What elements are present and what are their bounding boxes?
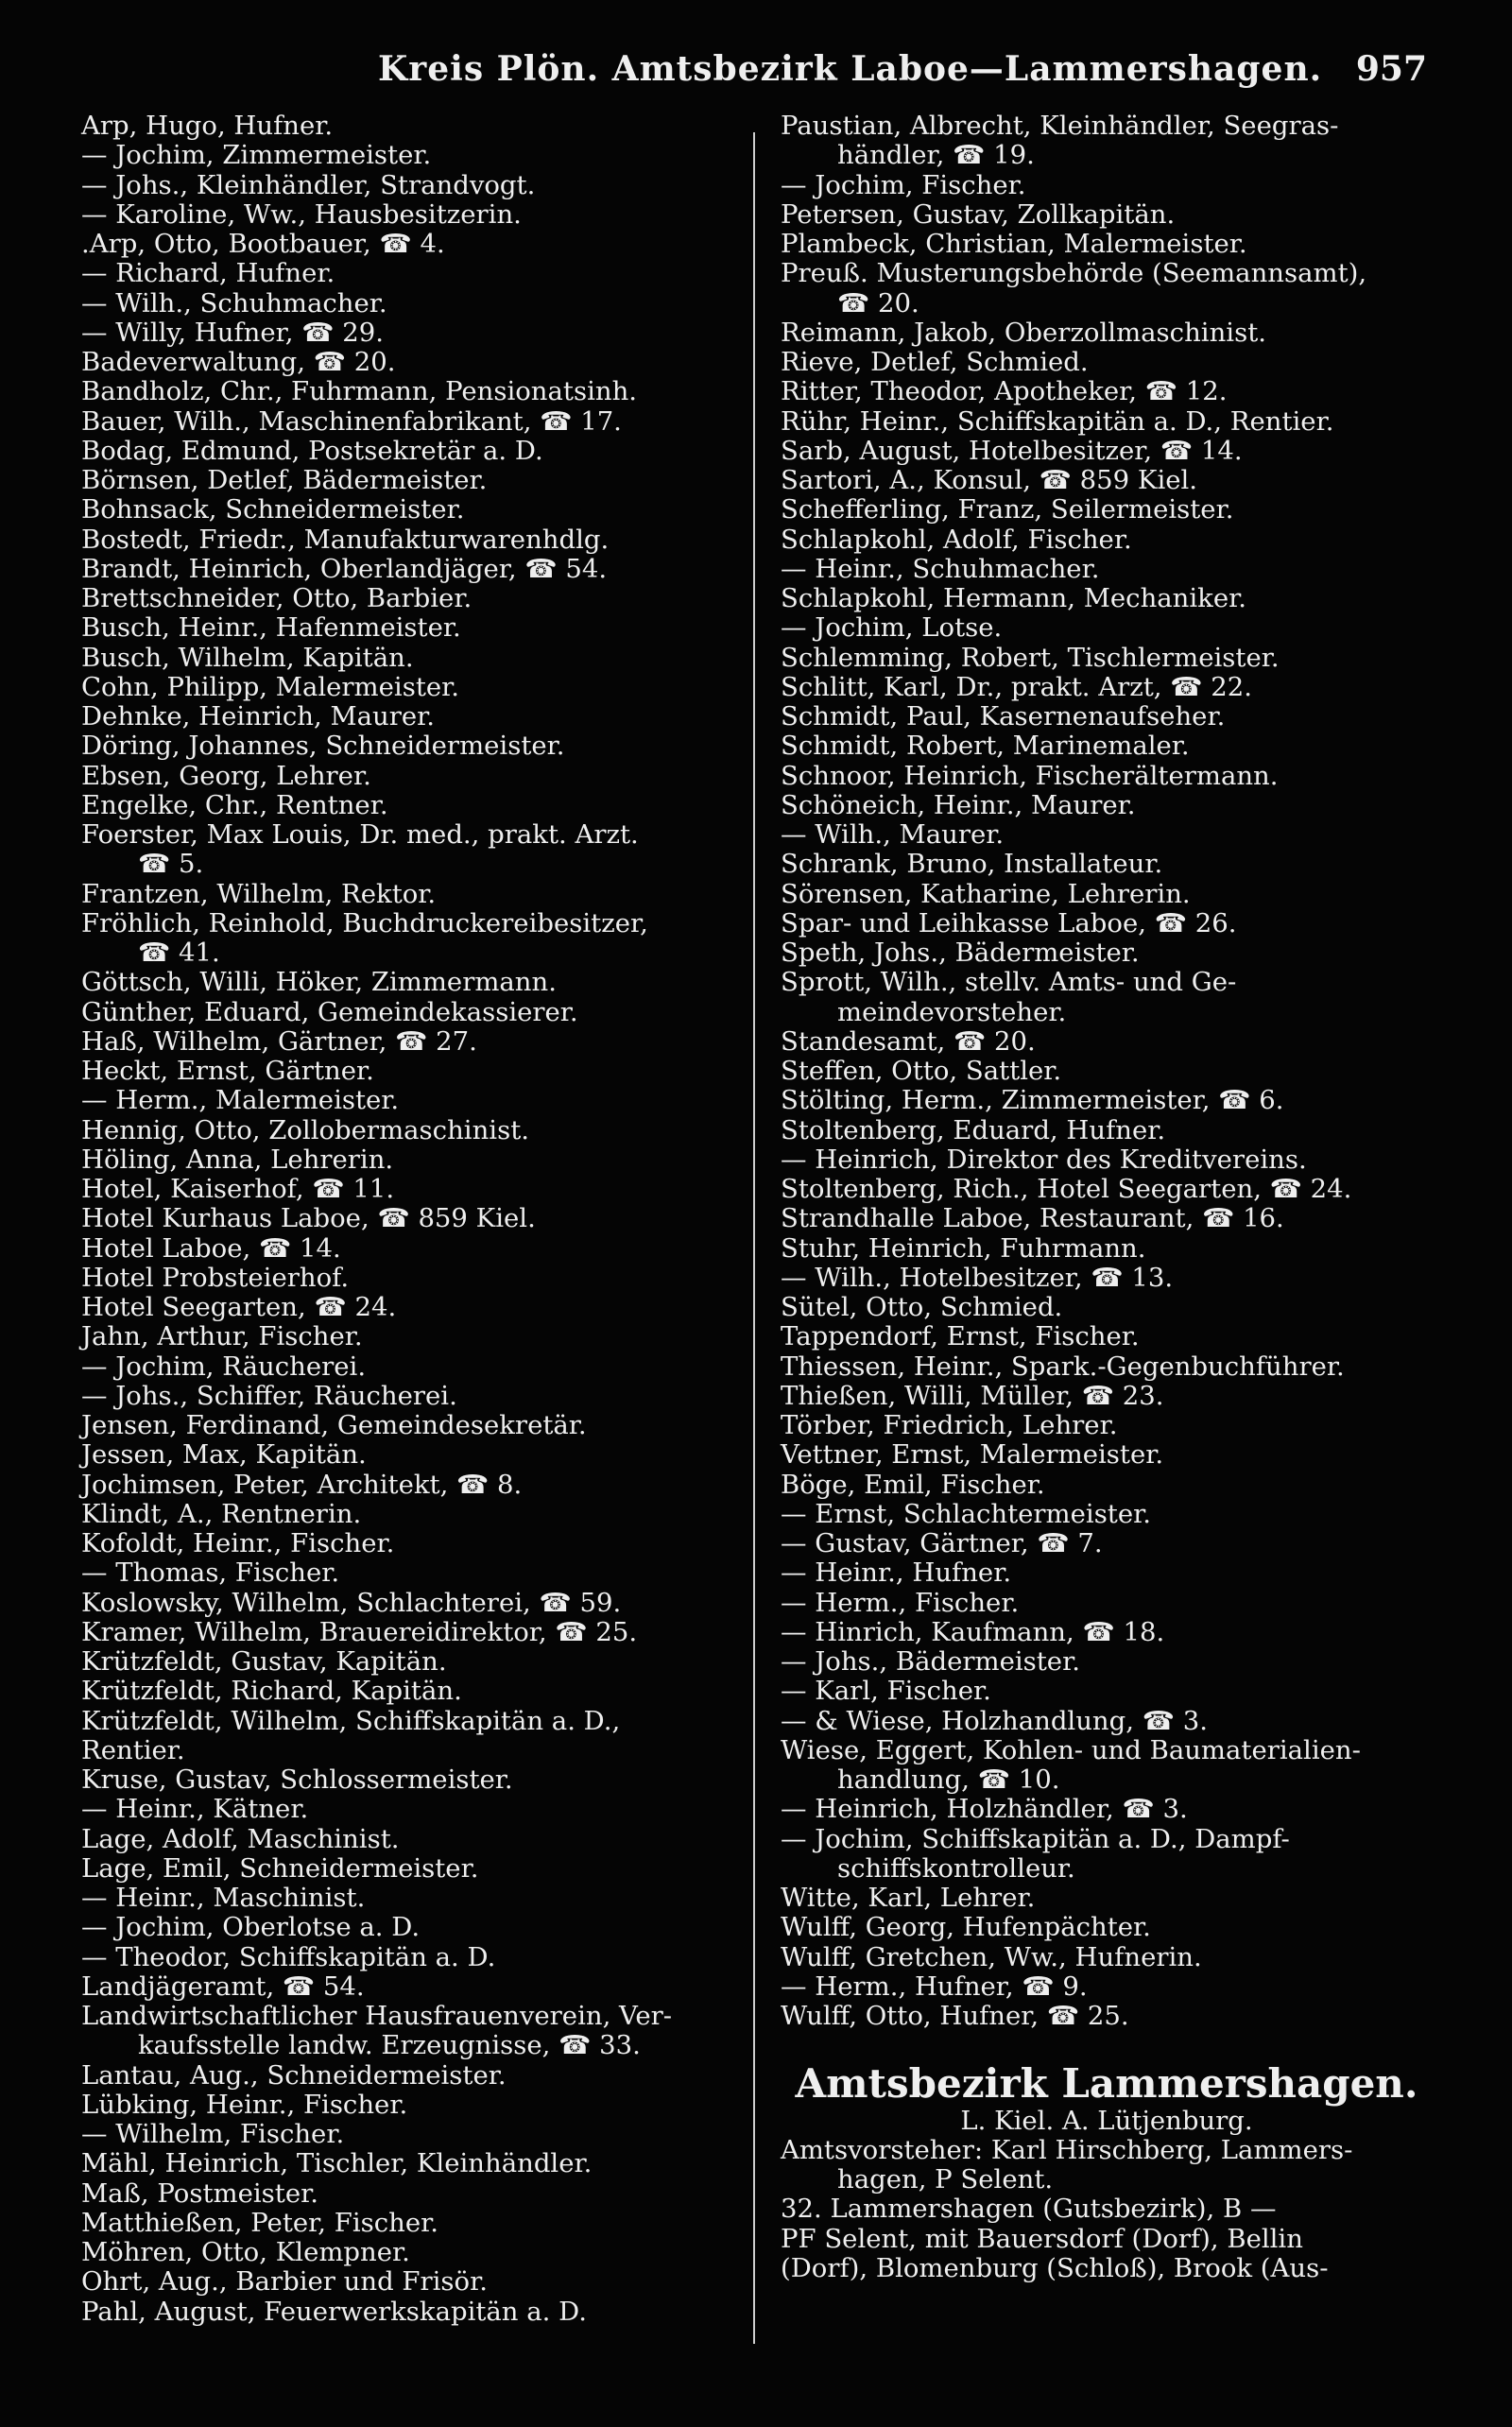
directory-entry: Plambeck, Christian, Malermeister. <box>781 229 1247 259</box>
directory-entry: — Herm., Malermeister. <box>81 1085 400 1116</box>
directory-entry: .Arp, Otto, Bootbauer, ☎ 4. <box>81 229 445 259</box>
directory-entry: Schlemming, Robert, Tischlermeister. <box>781 642 1280 673</box>
directory-entry: Jochimsen, Peter, Architekt, ☎ 8. <box>81 1469 523 1500</box>
directory-entry: Kruse, Gustav, Schlossermeister. <box>81 1764 513 1795</box>
directory-entry: Klindt, A., Rentnerin. <box>81 1498 362 1529</box>
directory-entry: Hotel Probsteierhof. <box>81 1262 350 1293</box>
directory-entry: Böge, Emil, Fischer. <box>781 1469 1045 1500</box>
directory-entry: — Theodor, Schiffskapitän a. D. <box>81 1941 496 1972</box>
directory-entry: — Gustav, Gärtner, ☎ 7. <box>781 1528 1103 1558</box>
right-column <box>781 112 1433 2283</box>
directory-entry: (Dorf), Blomenburg (Schloß), Brook (Aus- <box>781 2252 1329 2283</box>
directory-entry: Speth, Johs., Bädermeister. <box>781 938 1140 968</box>
directory-entry: — Johs., Bädermeister. <box>781 1646 1080 1677</box>
directory-entry: Steffen, Otto, Sattler. <box>781 1056 1062 1086</box>
directory-entry: Landjägeramt, ☎ 54. <box>81 1971 365 2002</box>
directory-entry: Schöneich, Heinr., Maurer. <box>781 789 1136 820</box>
directory-entry: Kofoldt, Heinr., Fischer. <box>81 1528 395 1558</box>
directory-entry: Rentier. <box>81 1734 185 1765</box>
directory-entry: Arp, Hugo, Hufner. <box>81 111 334 141</box>
directory-entry: Lantau, Aug., Schneidermeister. <box>81 2059 507 2091</box>
directory-entry: Jessen, Max, Kapitän. <box>81 1439 367 1471</box>
directory-entry: Schlapkohl, Adolf, Fischer. <box>781 524 1132 555</box>
directory-entry: Thiessen, Heinr., Spark.-Gegenbuchführer. <box>781 1351 1345 1382</box>
directory-entry: Schnoor, Heinrich, Fischerältermann. <box>781 760 1279 791</box>
directory-entry: — Herm., Hufner, ☎ 9. <box>781 1971 1088 2002</box>
directory-entry: Stoltenberg, Rich., Hotel Seegarten, ☎ 24. <box>781 1174 1352 1204</box>
directory-entry: — Karoline, Ww., Hausbesitzerin. <box>81 198 522 230</box>
directory-entry: Sütel, Otto, Schmied. <box>781 1292 1063 1322</box>
directory-entry: Börnsen, Detlef, Bädermeister. <box>81 465 488 495</box>
directory-entry: — Heinr., Maschinist. <box>81 1883 366 1913</box>
directory-entry: Cohn, Philipp, Malermeister. <box>81 671 460 702</box>
directory-entry: Schmidt, Robert, Marinemaler. <box>781 731 1190 762</box>
directory-entry: Wiese, Eggert, Kohlen- und Baumaterialien- <box>781 1734 1361 1765</box>
directory-entry: — Johs., Kleinhändler, Strandvogt. <box>81 169 536 200</box>
directory-entry: Brandt, Heinrich, Oberlandjäger, ☎ 54. <box>81 553 608 584</box>
directory-entry: Sartori, A., Konsul, ☎ 859 Kiel. <box>781 465 1198 495</box>
directory-entry: Ritter, Theodor, Apotheker, ☎ 12. <box>781 376 1228 407</box>
directory-entry: — Wilh., Maurer. <box>781 819 1005 850</box>
directory-entry: Fröhlich, Reinhold, Buchdruckereibesitzer, <box>81 907 648 938</box>
directory-entry: Bohnsack, Schneidermeister. <box>81 494 465 525</box>
directory-entry: — Johs., Schiffer, Räucherei. <box>81 1380 457 1411</box>
directory-entry: Busch, Heinr., Hafenmeister. <box>81 612 461 644</box>
page-header <box>76 49 1427 108</box>
directory-entry: Schefferling, Franz, Seilermeister. <box>781 494 1234 525</box>
directory-entry: Sörensen, Katharine, Lehrerin. <box>781 878 1191 909</box>
directory-entry: — Wilhelm, Fischer. <box>81 2119 345 2149</box>
directory-entry: Heckt, Ernst, Gärtner. <box>81 1056 374 1086</box>
directory-entry: Schlitt, Karl, Dr., prakt. Arzt, ☎ 22. <box>781 671 1252 702</box>
directory-entry: kaufsstelle landw. Erzeugnisse, ☎ 33. <box>138 2030 641 2061</box>
directory-entry: Hotel Laboe, ☎ 14. <box>81 1232 341 1264</box>
directory-entry: Bodag, Edmund, Postsekretär a. D. <box>81 435 543 466</box>
directory-entry: Koslowsky, Wilhelm, Schlachterei, ☎ 59. <box>81 1587 622 1618</box>
section-title: Amtsbezirk Lammershagen. <box>795 2060 1418 2108</box>
directory-entry: hagen, P Selent. <box>837 2164 1054 2195</box>
directory-entry: — Willy, Hufner, ☎ 29. <box>81 317 384 348</box>
directory-entry: Törber, Friedrich, Lehrer. <box>781 1410 1118 1440</box>
column-rule <box>753 132 755 2344</box>
directory-entry: Stuhr, Heinrich, Fuhrmann. <box>781 1232 1146 1264</box>
directory-entry: — & Wiese, Holzhandlung, ☎ 3. <box>781 1705 1208 1736</box>
directory-entry: handlung, ☎ 10. <box>837 1764 1060 1795</box>
directory-entry: — Herm., Fischer. <box>781 1587 1020 1618</box>
directory-entry: Rühr, Heinr., Schiffskapitän a. D., Rentier. <box>781 405 1334 437</box>
directory-entry: — Ernst, Schlachtermeister. <box>781 1498 1151 1529</box>
directory-entry: — Heinrich, Direktor des Kreditvereins. <box>781 1144 1307 1175</box>
directory-entry: Frantzen, Wilhelm, Rektor. <box>81 878 437 909</box>
directory-entry: — Heinr., Hufner. <box>781 1558 1012 1589</box>
left-column <box>81 112 733 2327</box>
directory-entry: Döring, Johannes, Schneidermeister. <box>81 731 565 762</box>
page-number: 957 <box>1355 49 1427 89</box>
directory-entry: ☎ 20. <box>837 287 919 318</box>
directory-entry: Krützfeldt, Gustav, Kapitän. <box>81 1646 447 1677</box>
directory-entry: Ebsen, Georg, Lehrer. <box>81 760 371 791</box>
directory-entry: Lage, Adolf, Maschinist. <box>81 1823 400 1854</box>
directory-entry: — Thomas, Fischer. <box>81 1558 340 1589</box>
directory-entry: — Jochim, Räucherei. <box>81 1351 367 1382</box>
directory-entry: Wulff, Otto, Hufner, ☎ 25. <box>781 2001 1129 2031</box>
directory-entry: — Heinr., Kätner. <box>81 1794 309 1825</box>
directory-entry: Bostedt, Friedr., Manufakturwarenhdlg. <box>81 524 610 555</box>
directory-entry: Schmidt, Paul, Kasernenaufseher. <box>781 701 1226 732</box>
directory-entry: Engelke, Chr., Rentner. <box>81 789 388 820</box>
directory-entry: Hotel Seegarten, ☎ 24. <box>81 1292 397 1322</box>
directory-entry: Günther, Eduard, Gemeindekassierer. <box>81 996 578 1027</box>
directory-entry: Busch, Wilhelm, Kapitän. <box>81 642 414 673</box>
directory-entry: Krützfeldt, Richard, Kapitän. <box>81 1676 462 1707</box>
directory-entry: Reimann, Jakob, Oberzollmaschinist. <box>781 317 1266 348</box>
directory-entry: Göttsch, Willi, Höker, Zimmermann. <box>81 967 557 998</box>
directory-entry: Hotel, Kaiserhof, ☎ 11. <box>81 1174 395 1204</box>
directory-entry: Vettner, Ernst, Malermeister. <box>781 1439 1164 1471</box>
running-title: Kreis Plön. Amtsbezirk Laboe—Lammershagen. <box>378 49 1323 89</box>
directory-entry: — Jochim, Fischer. <box>781 169 1026 200</box>
directory-entry: Standesamt, ☎ 20. <box>781 1025 1036 1057</box>
directory-entry: Höling, Anna, Lehrerin. <box>81 1144 394 1175</box>
directory-entry: ☎ 41. <box>138 938 220 968</box>
directory-entry: Sprott, Wilh., stellv. Amts- und Ge- <box>781 967 1237 998</box>
directory-entry: Maß, Postmeister. <box>81 2177 318 2209</box>
directory-entry: Schlapkohl, Hermann, Mechaniker. <box>781 583 1246 613</box>
directory-entry: — Jochim, Lotse. <box>781 612 1003 644</box>
directory-entry: Kramer, Wilhelm, Brauereidirektor, ☎ 25. <box>81 1616 638 1647</box>
directory-entry: — Karl, Fischer. <box>781 1676 991 1707</box>
directory-entry: — Wilh., Schuhmacher. <box>81 287 387 318</box>
directory-entry: — Jochim, Zimmermeister. <box>81 140 432 171</box>
directory-entry: händler, ☎ 19. <box>837 140 1035 171</box>
directory-entry: Bandholz, Chr., Fuhrmann, Pensionatsinh. <box>81 376 638 407</box>
directory-entry: — Wilh., Hotelbesitzer, ☎ 13. <box>781 1262 1174 1293</box>
directory-entry: Dehnke, Heinrich, Maurer. <box>81 701 436 732</box>
directory-entry: — Heinr., Schuhmacher. <box>781 553 1100 584</box>
directory-entry: Petersen, Gustav, Zollkapitän. <box>781 198 1176 230</box>
directory-entry: Sarb, August, Hotelbesitzer, ☎ 14. <box>781 435 1243 466</box>
directory-entry: Matthießen, Peter, Fischer. <box>81 2207 438 2238</box>
directory-entry: Lübking, Heinr., Fischer. <box>81 2089 408 2120</box>
directory-entry: Bauer, Wilh., Maschinenfabrikant, ☎ 17. <box>81 405 622 437</box>
directory-entry: — Richard, Hufner. <box>81 258 335 289</box>
directory-entry: Brettschneider, Otto, Barbier. <box>81 583 472 613</box>
directory-entry: Stoltenberg, Eduard, Hufner. <box>781 1114 1166 1145</box>
directory-entry: Badeverwaltung, ☎ 20. <box>81 347 396 377</box>
directory-entry: Jensen, Ferdinand, Gemeindesekretär. <box>81 1410 587 1440</box>
directory-entry: Stölting, Herm., Zimmermeister, ☎ 6. <box>781 1085 1284 1116</box>
directory-entry: — Heinrich, Holzhändler, ☎ 3. <box>781 1794 1188 1825</box>
directory-entry: Spar- und Leihkasse Laboe, ☎ 26. <box>781 907 1237 938</box>
directory-entry: Amtsvorsteher: Karl Hirschberg, Lammers- <box>781 2134 1353 2165</box>
directory-entry: Preuß. Musterungsbehörde (Seemannsamt), <box>781 258 1367 289</box>
directory-entry: Wulff, Gretchen, Ww., Hufnerin. <box>781 1941 1202 1972</box>
directory-entry: Krützfeldt, Wilhelm, Schiffskapitän a. D., <box>81 1705 621 1736</box>
directory-entry: Tappendorf, Ernst, Fischer. <box>781 1321 1140 1352</box>
section-subtitle: L. Kiel. A. Lütjenburg. <box>960 2105 1253 2136</box>
directory-entry: Mähl, Heinrich, Tischler, Kleinhändler. <box>81 2148 593 2179</box>
directory-entry: Möhren, Otto, Klempner. <box>81 2237 410 2267</box>
directory-entry: Witte, Karl, Lehrer. <box>781 1883 1036 1913</box>
directory-entry: Landwirtschaftlicher Hausfrauenverein, Ver- <box>81 2001 673 2031</box>
directory-entry: — Jochim, Schiffskapitän a. D., Dampf- <box>781 1823 1290 1854</box>
directory-entry: Lage, Emil, Schneidermeister. <box>81 1852 479 1884</box>
directory-entry: Ohrt, Aug., Barbier und Frisör. <box>81 2266 488 2298</box>
directory-entry: — Hinrich, Kaufmann, ☎ 18. <box>781 1616 1165 1647</box>
directory-entry: Jahn, Arthur, Fischer. <box>81 1321 363 1352</box>
directory-entry: Strandhalle Laboe, Restaurant, ☎ 16. <box>781 1203 1284 1234</box>
directory-entry: Pahl, August, Feuerwerkskapitän a. D. <box>81 2296 587 2327</box>
directory-entry: — Jochim, Oberlotse a. D. <box>81 1912 421 1943</box>
directory-entry: 32. Lammershagen (Gutsbezirk), B — <box>781 2194 1277 2225</box>
directory-entry: Paustian, Albrecht, Kleinhändler, Seegras- <box>781 111 1339 141</box>
directory-entry: PF Selent, mit Bauersdorf (Dorf), Bellin <box>781 2223 1303 2254</box>
directory-entry: Schrank, Bruno, Installateur. <box>781 849 1163 880</box>
directory-entry: Haß, Wilhelm, Gärtner, ☎ 27. <box>81 1025 477 1057</box>
directory-entry: Wulff, Georg, Hufenpächter. <box>781 1912 1151 1943</box>
directory-entry: Hennig, Otto, Zollobermaschinist. <box>81 1114 529 1145</box>
directory-entry: Hotel Kurhaus Laboe, ☎ 859 Kiel. <box>81 1203 536 1234</box>
directory-entry: Foerster, Max Louis, Dr. med., prakt. Arzt. <box>81 819 639 850</box>
directory-entry: schiffskontrolleur. <box>837 1852 1075 1884</box>
directory-entry: Thießen, Willi, Müller, ☎ 23. <box>781 1380 1164 1411</box>
directory-entry: Rieve, Detlef, Schmied. <box>781 347 1089 377</box>
directory-entry: ☎ 5. <box>138 849 204 880</box>
directory-entry: meindevorsteher. <box>837 996 1067 1027</box>
